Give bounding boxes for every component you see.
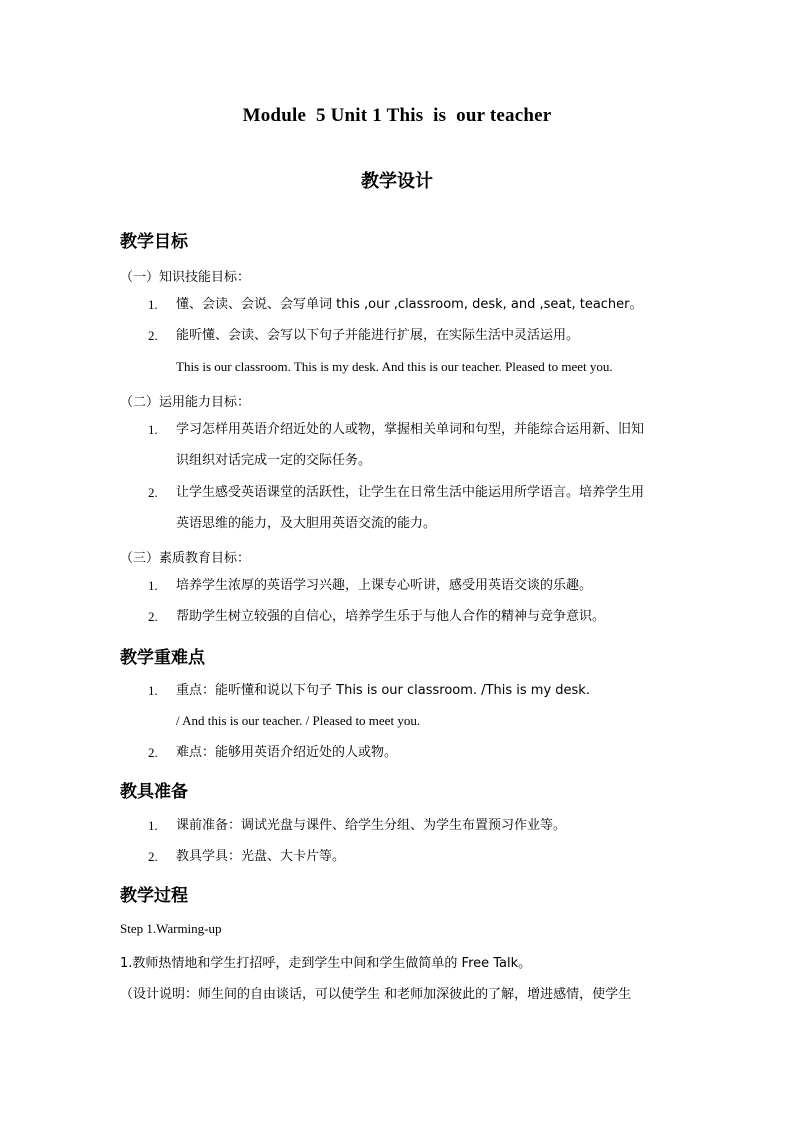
item-number: 2. — [148, 849, 158, 864]
label-ability: （二）运用能力目标： — [120, 395, 251, 410]
process-step-1: Step 1.Warming-up — [120, 921, 222, 936]
item-number: 1. — [148, 422, 158, 437]
item-number: 1. — [148, 578, 158, 593]
knowledge-item-2 — [148, 320, 688, 351]
key-point-item-1-continuation: / And this is our teacher. / Pleased to meet you. — [176, 713, 421, 728]
item-text-line-1: 重点：能听懂和说以下句子 This is our classroom. /This is my desk. — [176, 683, 590, 698]
item-text-line-1: 让学生感受英语课堂的活跃性，让学生在日常生活中能运用所学语言。培养学生用 — [176, 485, 645, 500]
process-line-1: 1.教师热情地和学生打招呼，走到学生中间和学生做简单的 Free Talk。 — [120, 956, 532, 971]
item-text: 培养学生浓厚的英语学习兴趣，上课专心听讲，感受用英语交谈的乐趣。 — [176, 578, 593, 593]
item-text: 帮助学生树立较强的自信心，培养学生乐于与他人合作的精神与竞争意识。 — [176, 609, 606, 624]
materials-item-1 — [148, 810, 688, 841]
heading-objectives: 教学目标 — [120, 232, 188, 252]
item-text: 课前准备：调试光盘与课件、给学生分组、为学生布置预习作业等。 — [176, 818, 567, 833]
heading-process: 教学过程 — [120, 886, 188, 906]
ability-item-2 — [148, 477, 688, 539]
materials-item-2 — [148, 841, 688, 872]
quality-item-2 — [148, 601, 688, 632]
quality-item-1 — [148, 570, 688, 601]
item-number: 2. — [148, 609, 158, 624]
item-text: 懂、会读、会说、会写单词 this ,our ,classroom, desk, and ,seat, teacher。 — [176, 297, 643, 312]
item-text: 教具学具：光盘、大卡片等。 — [176, 849, 346, 864]
heading-materials: 教具准备 — [120, 782, 188, 802]
item-text-line-2: 识组织对话完成一定的交际任务。 — [176, 453, 372, 468]
key-point-item-2 — [148, 737, 688, 768]
item-text-line-2: 英语思维的能力，及大胆用英语交流的能力。 — [176, 516, 437, 531]
item-number: 1. — [148, 683, 158, 698]
label-knowledge: （一）知识技能目标： — [120, 270, 251, 285]
item-text: 能听懂、会读、会写以下句子并能进行扩展，在实际生活中灵活运用。 — [176, 328, 580, 343]
ability-item-1 — [148, 414, 688, 476]
document-subtitle: 教学设计 — [361, 171, 433, 192]
item-text-line-1: 学习怎样用英语介绍近处的人或物，掌握相关单词和句型，并能综合运用新、旧知 — [176, 422, 645, 437]
item-number: 2. — [148, 328, 158, 343]
key-point-item-1 — [148, 675, 688, 706]
process-line-2: （设计说明：师生间的自由谈话，可以使学生 和老师加深彼此的了解，增进感情，使学生 — [120, 987, 632, 1002]
item-text: 难点：能够用英语介绍近处的人或物。 — [176, 745, 398, 760]
label-quality: （三）素质教育目标： — [120, 551, 251, 566]
knowledge-item-2-continuation: This is our classroom. This is my desk. And this is our teacher. Pleased to meet you. — [176, 359, 613, 374]
item-number: 2. — [148, 485, 158, 500]
document-title: Module 5 Unit 1 This is our teacher — [242, 105, 552, 126]
item-number: 1. — [148, 818, 158, 833]
item-number: 1. — [148, 297, 158, 312]
heading-key-points: 教学重难点 — [120, 648, 205, 668]
knowledge-item-1 — [148, 289, 688, 320]
item-number: 2. — [148, 745, 158, 760]
